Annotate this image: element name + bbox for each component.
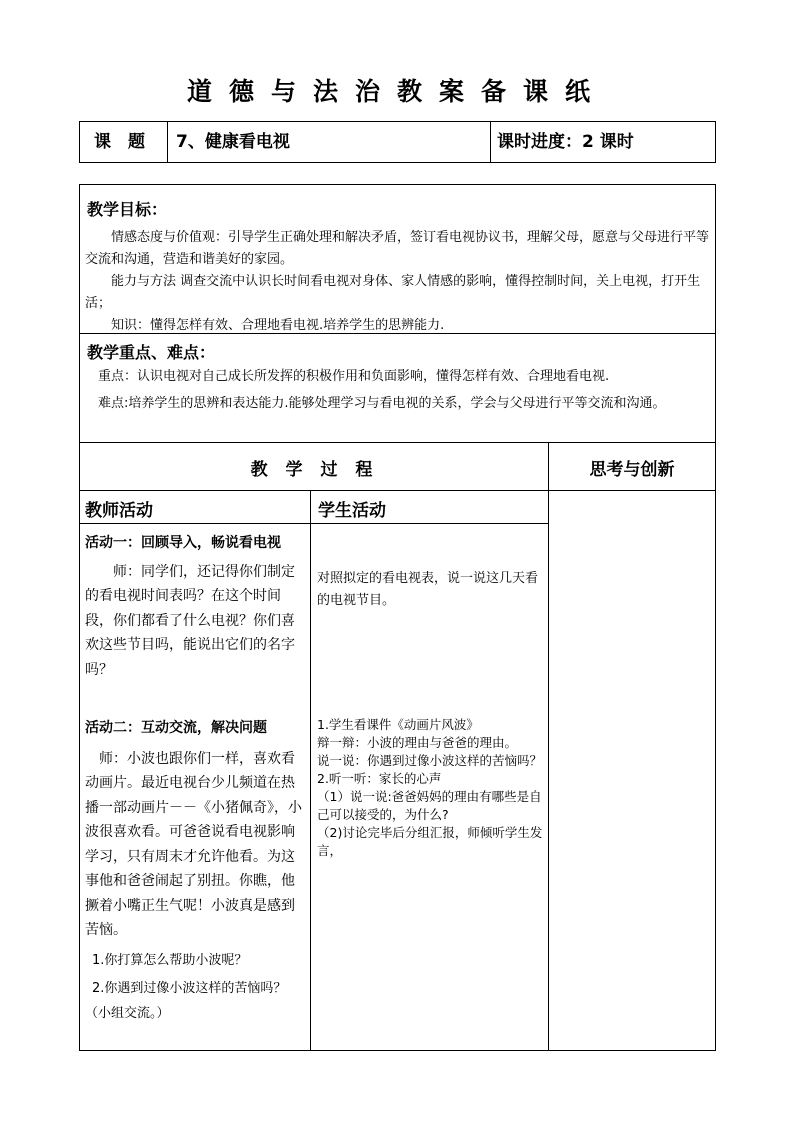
activity2-text: 师：小波也跟你们一样，喜欢看动画片。最近电视台少儿频道在热播一部动画片－－《小猪佩奇》，小波很喜欢看。可爸爸说看电视影响学习，只有周末才允许他看。为这事他和爸爸闹起了别扭。你瞧，他撅着小嘴正生气呢！小波真是感到苦恼。 [85,750,302,938]
teacher-activities [85,531,307,1026]
progress-value: 2 课时 [582,132,634,152]
progress-label: 课时进度： [497,132,582,152]
student-activity-2-6: （2)讨论完毕后分组汇报，师倾听学生发言， [317,825,543,858]
goal-ability: 能力与方法 调查交流中认识长时间看电视对身体、家人情感的影响，懂得控制时间，关上电视，打开生活； [85,274,701,311]
topic-label: 课 题 [94,132,145,152]
key-points-text [98,363,713,417]
teacher-heading: 教师活动 [85,501,153,521]
key-point: 重点：认识电视对自己成长所发挥的积极作用和负面影响，懂得怎样有效、合理地看电视. [98,369,610,384]
goal-knowledge: 知识：懂得怎样有效、合理地看电视.培养学生的思辨能力. [111,318,445,333]
activity2-title: 活动二：互动交流，解决问题 [85,720,267,736]
student-activity-2-3: 说一说：你遇到过像小波这样的苦恼吗？ [317,753,543,768]
student-activity-2-1: 1.学生看课件《动画片风波》 [317,717,479,732]
divider [80,333,715,334]
goal-emotion: 情感态度与价值观：引导学生正确处理和解决矛盾，签订看电视协议书，理解父母，愿意与父母进行平等交流和沟通，营造和谐美好的家园。 [85,230,710,267]
student-activity-1: 对照拟定的看电视表，说一说这几天看的电视节目。 [317,571,539,608]
student-activity-2-5: （1）说一说:爸爸妈妈的理由有哪些是自己可以接受的，为什么? [317,789,542,822]
divider [80,523,549,524]
divider [548,442,549,1051]
question-2: 2.你遇到过像小波这样的苦恼吗？（小组交流。） [85,981,287,1021]
page-title: 道德与法治教案备课纸 [186,77,607,106]
lesson-plan-table [79,184,716,1051]
question-1: 1.你打算怎么帮助小波呢？ [92,952,248,968]
activity1-title: 活动一：回顾导入，畅说看电视 [85,535,281,551]
divider [167,122,168,162]
student-activity-2-2: 辩一辩：小波的理由与爸爸的理由。 [317,735,518,750]
student-activity-2-4: 2.听一听：家长的心声 [317,771,442,786]
lesson-header-table [79,121,716,163]
divider [310,490,311,1051]
goals-heading: 教学目标： [87,200,168,219]
process-heading: 教 学 过 程 [250,460,379,480]
divider [80,490,715,491]
progress-cell [497,122,634,162]
student-activities [317,568,545,860]
divider [490,122,491,162]
topic-value: 7、健康看电视 [176,132,290,152]
key-points-heading: 教学重点、难点： [87,343,216,362]
difficult-point: 难点:培养学生的思辨和表达能力.能够处理学习与看电视的关系，学会与父母进行平等交流和沟通。 [98,396,666,411]
divider [80,442,715,443]
reflect-heading: 思考与创新 [589,460,675,480]
student-heading: 学生活动 [318,501,386,521]
goals-text [85,227,712,337]
activity1-text: 师：同学们，还记得你们制定的看电视时间表吗？在这个时间段，你们都看了什么电视？你们喜欢这些节目吗，能说出它们的名字吗？ [85,563,295,678]
